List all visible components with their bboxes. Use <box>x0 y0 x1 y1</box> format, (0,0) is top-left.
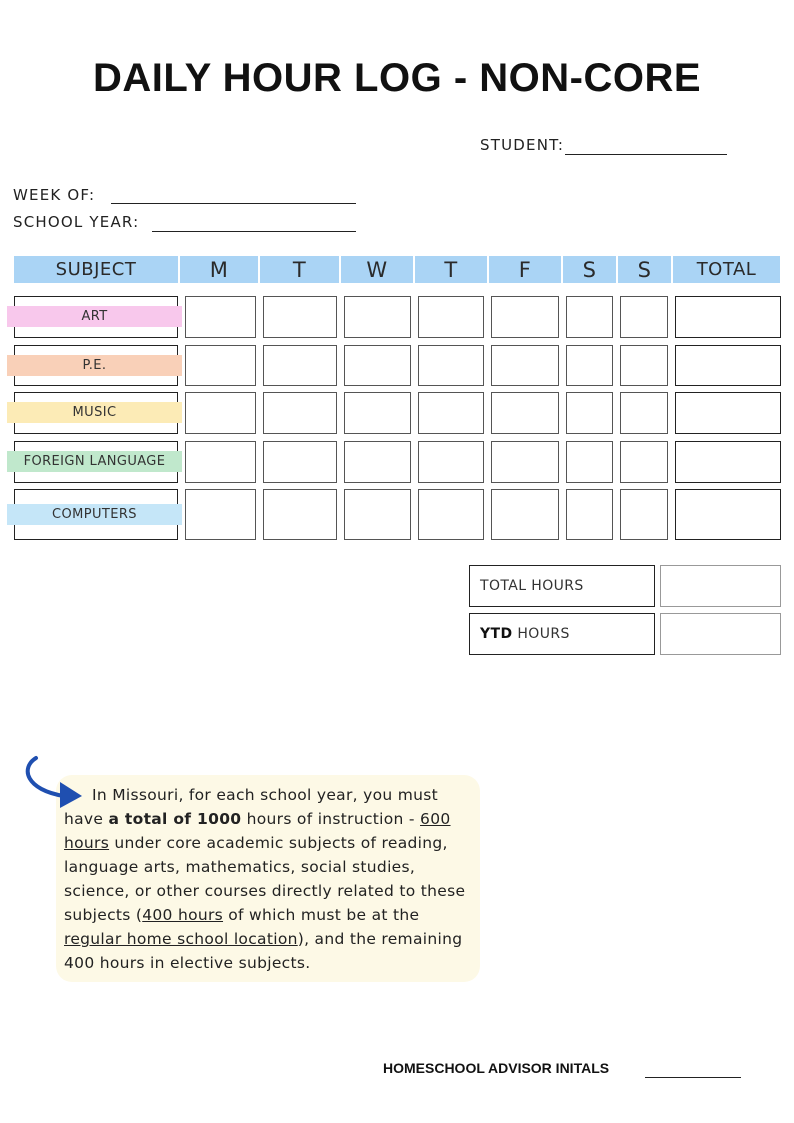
hour-cell[interactable] <box>185 489 256 540</box>
hour-cell[interactable] <box>344 345 411 386</box>
hour-cell[interactable] <box>185 441 256 483</box>
hour-cell[interactable] <box>263 296 337 338</box>
hour-cell[interactable] <box>185 392 256 434</box>
hour-cell[interactable] <box>491 489 559 540</box>
subject-label: ART <box>7 306 182 327</box>
hour-cell[interactable] <box>344 392 411 434</box>
week-of-label: WEEK OF: <box>13 186 96 204</box>
hour-cell[interactable] <box>263 392 337 434</box>
header-total: TOTAL <box>696 259 757 280</box>
advisor-initials-field[interactable] <box>645 1077 741 1078</box>
subject-label: COMPUTERS <box>7 504 182 525</box>
hour-cell[interactable] <box>620 392 668 434</box>
week-of-field[interactable] <box>111 203 356 204</box>
page-title: DAILY HOUR LOG - NON-CORE <box>92 56 702 100</box>
hour-cell[interactable] <box>185 345 256 386</box>
header-friday: F <box>518 258 532 282</box>
note-text-4: of which must be at the <box>223 906 420 924</box>
row-total-cell[interactable] <box>675 441 781 483</box>
hour-cell[interactable] <box>620 345 668 386</box>
missouri-note <box>64 783 479 975</box>
note-bold-total: a total of 1000 <box>108 810 242 828</box>
ytd-bold: YTD <box>480 626 513 642</box>
hour-cell[interactable] <box>344 296 411 338</box>
student-field[interactable] <box>565 154 727 155</box>
school-year-field[interactable] <box>152 231 356 232</box>
hour-cell[interactable] <box>566 296 613 338</box>
note-text-1: In Missouri, for each school year, you must have <box>64 786 438 828</box>
subject-label: P.E. <box>7 355 182 376</box>
header-thursday: T <box>444 258 458 282</box>
hour-cell[interactable] <box>491 345 559 386</box>
note-text-5: ), and the remaining 400 hours in elective subjects. <box>64 930 463 972</box>
note-underline-400: 400 hours <box>142 906 224 924</box>
ytd-rest: HOURS <box>512 626 570 642</box>
hour-cell[interactable] <box>491 392 559 434</box>
student-label: STUDENT: <box>480 136 565 154</box>
hour-cell[interactable] <box>418 296 484 338</box>
total-hours-label: TOTAL HOURS <box>469 565 655 607</box>
hour-cell[interactable] <box>566 345 613 386</box>
hour-cell[interactable] <box>620 489 668 540</box>
hour-cell[interactable] <box>263 345 337 386</box>
hour-cell[interactable] <box>418 392 484 434</box>
total-hours-field[interactable] <box>660 565 781 607</box>
header-subject: SUBJECT <box>55 259 137 280</box>
row-total-cell[interactable] <box>675 345 781 386</box>
hour-cell[interactable] <box>491 296 559 338</box>
advisor-initials-label: HOMESCHOOL ADVISOR INITALS <box>383 1060 610 1076</box>
hour-cell[interactable] <box>620 441 668 483</box>
note-text-2: hours of instruction - <box>241 810 421 828</box>
hour-cell[interactable] <box>620 296 668 338</box>
note-underline-600: 600 hours <box>64 810 451 852</box>
ytd-hours-label <box>469 613 655 655</box>
school-year-label: SCHOOL YEAR: <box>13 213 140 231</box>
hour-cell[interactable] <box>344 441 411 483</box>
hour-cell[interactable] <box>566 392 613 434</box>
hour-cell[interactable] <box>185 296 256 338</box>
row-total-cell[interactable] <box>675 392 781 434</box>
hour-cell[interactable] <box>344 489 411 540</box>
hour-cell[interactable] <box>566 441 613 483</box>
hour-cell[interactable] <box>418 489 484 540</box>
row-total-cell[interactable] <box>675 489 781 540</box>
subject-label: MUSIC <box>7 402 182 423</box>
subject-label: FOREIGN LANGUAGE <box>7 451 182 472</box>
hour-cell[interactable] <box>263 489 337 540</box>
header-saturday: S <box>582 258 597 282</box>
hour-cell[interactable] <box>418 345 484 386</box>
hour-cell[interactable] <box>263 441 337 483</box>
header-monday: M <box>209 258 229 282</box>
header-tuesday: T <box>292 258 307 282</box>
note-underline-location: regular home school location <box>64 930 298 948</box>
ytd-hours-field[interactable] <box>660 613 781 655</box>
hour-cell[interactable] <box>566 489 613 540</box>
header-wednesday: W <box>366 258 388 282</box>
row-total-cell[interactable] <box>675 296 781 338</box>
header-sunday: S <box>637 258 652 282</box>
note-text-3: under core academic subjects of reading, language arts, mathematics, social studies, science, or other courses directly related to these subjects ( <box>64 834 466 924</box>
hour-cell[interactable] <box>418 441 484 483</box>
hour-cell[interactable] <box>491 441 559 483</box>
